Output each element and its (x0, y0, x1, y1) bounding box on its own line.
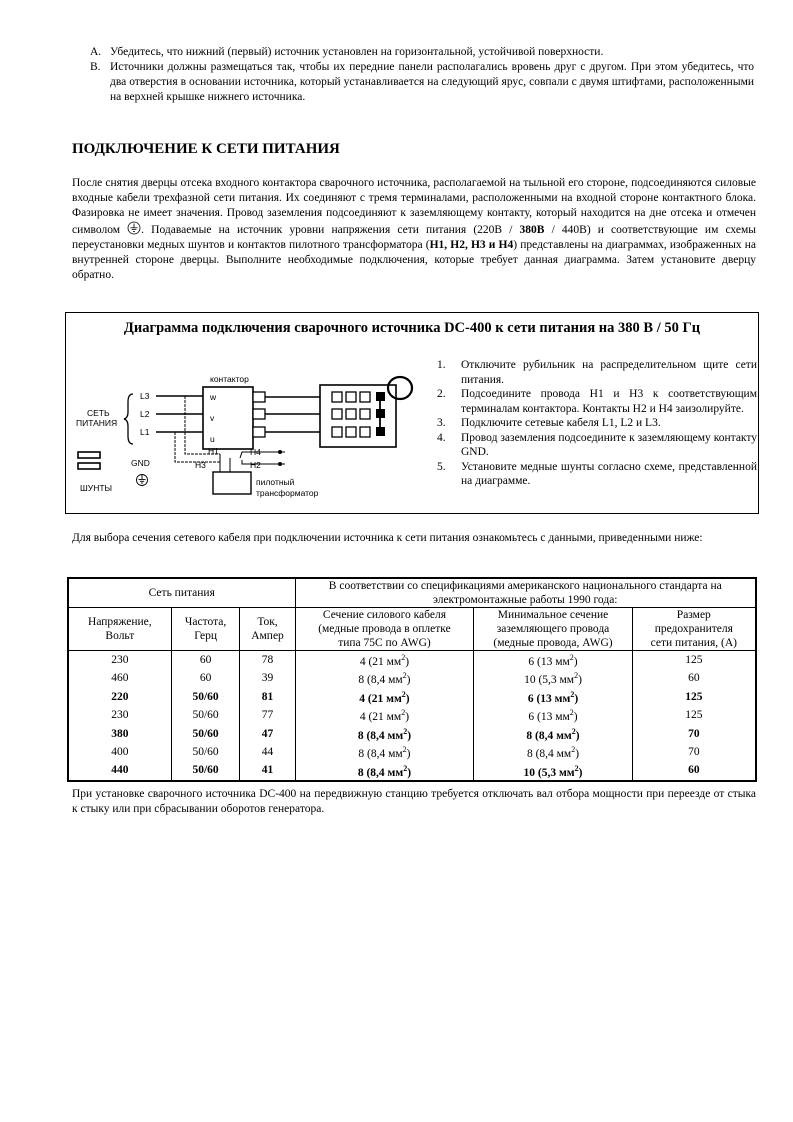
table-group-header: Сеть питания (68, 578, 295, 608)
cell-close: ) (573, 655, 578, 668)
superscript: 2 (401, 653, 406, 662)
power-label: ПИТАНИЯ (76, 418, 118, 428)
l1-label: L1 (140, 427, 150, 437)
cell-close: ) (573, 711, 578, 724)
table-cell: 125 (632, 651, 756, 670)
list-marker: A. (90, 46, 102, 58)
table-cell: 50/60 (171, 706, 240, 724)
cell-close: ) (406, 674, 411, 687)
table-cell: 400 (68, 743, 171, 761)
cell-value: 4 (21 мм (359, 711, 402, 724)
para1-part3: / 440В) и соответствующие им схемы переустановки медных шунтов и контактов пилотного трансформатора ( (72, 224, 756, 251)
h3-label: H3 (195, 460, 206, 470)
list-text: Убедитесь, что нижний (первый) источник установлен на горизонтальной, устойчивой поверхности. (110, 46, 604, 58)
cell-close: ) (406, 747, 411, 760)
table-cell: 50/60 (171, 762, 240, 781)
cell-value: 4 (21 мм (359, 655, 402, 668)
table-cell: 230 (68, 651, 171, 670)
h1-label: H1 (208, 446, 219, 456)
table-row (68, 651, 756, 670)
table-cell: 50/60 (171, 743, 240, 761)
pilot-transformer (213, 472, 251, 494)
ground-symbol-icon (127, 221, 141, 235)
mobile-station-paragraph: При установке сварочного источника DC-400 на передвижную станцию требуется отключать вал отбора мощности при переезде от стыка к стыку или при сбрасывании оборотов генератора. (72, 788, 756, 815)
cell-value: 6 (13 мм (527, 692, 571, 705)
superscript: 2 (403, 726, 408, 736)
table-cell (474, 688, 632, 706)
step-number: 3. (437, 417, 446, 429)
network-brace (124, 394, 133, 444)
table-cell: 41 (240, 762, 295, 781)
column-header-line: Ток, (257, 616, 278, 628)
column-header (68, 608, 171, 651)
column-header-line: Герц (194, 630, 217, 642)
table-cell: 77 (240, 706, 295, 724)
table-cell (295, 669, 474, 687)
step-text: Установите медные шунты согласно схеме, представленной на диаграмме. (461, 460, 757, 487)
step-text: Провод заземления подсоедините к заземляющему контакту GND. (461, 431, 757, 458)
cable-selection-paragraph: Для выбора сечения сетевого кабеля при подключении источника к сети питания ознакомьтесь с данными, приведенными ниже: (72, 532, 703, 544)
connection-paragraph (72, 176, 756, 283)
column-header-line: Минимальное сечение (497, 609, 609, 621)
column-header-line: (медные провода, AWG) (493, 637, 613, 649)
shunts-label: ШУНТЫ (80, 483, 113, 493)
table-cell: 220 (68, 688, 171, 706)
column-header-line: Размер (676, 609, 711, 621)
cell-value: 10 (5,3 мм (523, 766, 575, 779)
table-column-headers (68, 608, 756, 651)
table-cell: 60 (171, 651, 240, 670)
column-header-line: Сечение силового кабеля (322, 609, 446, 621)
cell-close: ) (575, 729, 580, 742)
table-cell (474, 706, 632, 724)
cell-value: 8 (8,4 мм (358, 674, 403, 687)
cell-close: ) (405, 692, 410, 705)
terminal-u-label: u (210, 434, 215, 444)
superscript: 2 (574, 671, 579, 681)
superscript: 2 (402, 671, 407, 681)
table-cell: 81 (240, 688, 295, 706)
cell-value: 8 (8,4 мм (357, 729, 404, 742)
table-row (68, 743, 756, 761)
table-cell: 60 (632, 762, 756, 781)
cell-close: ) (575, 747, 580, 760)
column-header-line: предохранителя (654, 623, 733, 635)
table-cell: 70 (632, 725, 756, 743)
contactor-label: контактор (210, 374, 249, 384)
table-row (68, 762, 756, 781)
column-header (240, 608, 295, 651)
table-row (68, 688, 756, 706)
superscript: 2 (402, 745, 407, 755)
table-cell: 380 (68, 725, 171, 743)
column-header-line: Частота, (184, 616, 227, 628)
cell-value: 8 (8,4 мм (526, 747, 572, 760)
column-header-line: Ампер (251, 630, 284, 642)
column-header-line: заземляющего провода (496, 623, 610, 635)
list-item (90, 45, 754, 60)
table-cell (295, 762, 474, 781)
table-cell: 70 (632, 743, 756, 761)
column-header-line: сети питания, (А) (650, 637, 737, 649)
table-cell: 230 (68, 706, 171, 724)
terminal-w-label: w (210, 392, 217, 402)
l3-label: L3 (140, 391, 150, 401)
table-cell: 39 (240, 669, 295, 687)
table-cell (295, 651, 474, 670)
table-cell (474, 725, 632, 743)
list-marker: B. (90, 61, 101, 73)
para1-part1: После снятия дверцы отсека входного контактора сварочного источника, располагаемой на тыльной его стороне, подсоединяются силовые входные кабели трехфазной сети питания. Их соединяют с тремя терминалами, расположенными на входной стороне контактного блока. Фазировка не имеет значения. Провод заземления подсоединяют к заземляющему контакту, который находится на дне отсека и отмечен символом (72, 177, 756, 236)
para1-part4: ) представлены на диаграммах, изображенных на внутренней стороне дверцы. Выполните необходимые подключения, которые требует данная диаграмма. Затем установите дверцу обратно. (72, 239, 756, 281)
step-item (437, 431, 757, 460)
l2-label: L2 (140, 409, 150, 419)
table-cell (295, 706, 474, 724)
superscript: 2 (570, 689, 575, 699)
contactor-terminal-w (253, 392, 265, 402)
table-cell: 44 (240, 743, 295, 761)
table-cell: 50/60 (171, 725, 240, 743)
diagram-title: Диаграмма подключения сварочного источника DC-400 к сети питания на 380 В / 50 Гц (123, 320, 701, 336)
pilot-label-1: пилотный (256, 477, 295, 487)
wiring-diagram (70, 372, 430, 502)
step-item (437, 460, 757, 489)
table-body (68, 651, 756, 781)
gnd-label: GND (131, 458, 150, 468)
superscript: 2 (403, 763, 408, 773)
section-title: ПОДКЛЮЧЕНИЕ К СЕТИ ПИТАНИЯ (72, 141, 340, 157)
step-item (437, 416, 757, 431)
para1-bold-380: 380В (519, 224, 545, 236)
table-cell (295, 743, 474, 761)
table-cell: 460 (68, 669, 171, 687)
cell-value: 8 (8,4 мм (358, 747, 403, 760)
cell-close: ) (407, 766, 412, 779)
intro-list (90, 45, 754, 105)
column-header-line: Напряжение, (88, 616, 152, 628)
cell-close: ) (578, 766, 583, 779)
step-number: 2. (437, 388, 446, 400)
table-cell (474, 669, 632, 687)
cell-close: ) (574, 692, 579, 705)
column-header (171, 608, 240, 651)
column-header-line: типа 75С по AWG) (338, 637, 431, 649)
shunt-icon (78, 452, 100, 458)
cell-value: 10 (5,3 мм (524, 674, 575, 687)
cell-value: 8 (8,4 мм (526, 729, 572, 742)
superscript: 2 (401, 689, 406, 699)
steps-list (437, 358, 757, 489)
h2-label: H2 (250, 460, 261, 470)
table-cell (474, 762, 632, 781)
step-text: Отключите рубильник на распределительном щите сети питания. (461, 359, 757, 386)
cell-close: ) (407, 729, 412, 742)
column-header-line: Вольт (105, 630, 135, 642)
step-text: Подключите сетевые кабеля L1, L2 и L3. (461, 417, 661, 429)
table-cell: 60 (632, 669, 756, 687)
step-number: 5. (437, 460, 446, 473)
cell-close: ) (405, 711, 410, 724)
column-header (632, 608, 756, 651)
superscript: 2 (571, 726, 576, 736)
cell-value: 6 (13 мм (528, 655, 570, 668)
table-cell (295, 725, 474, 743)
table-cell: 125 (632, 688, 756, 706)
table-cell (474, 743, 632, 761)
step-number: 4. (437, 431, 446, 444)
table-cell: 125 (632, 706, 756, 724)
step-item (437, 387, 757, 416)
shunt-icon (78, 463, 100, 469)
contactor-terminal-u (253, 427, 265, 437)
superscript: 2 (569, 708, 574, 718)
cell-value: 6 (13 мм (528, 711, 570, 724)
list-item (90, 60, 754, 105)
table-cell: 440 (68, 762, 171, 781)
table-group-header: В соответствии со спецификациями американского национального стандарта на электромонтажные работы 1990 года: (295, 578, 756, 608)
cell-close: ) (578, 674, 582, 687)
table-row (68, 669, 756, 687)
table-row (68, 706, 756, 724)
table-cell: 60 (171, 669, 240, 687)
column-header (474, 608, 632, 651)
superscript: 2 (569, 653, 574, 662)
table-cell (295, 688, 474, 706)
table-cell: 78 (240, 651, 295, 670)
step-item (437, 358, 757, 387)
h4-label: H4 (250, 447, 261, 457)
specs-table (67, 577, 757, 782)
cell-close: ) (405, 655, 410, 668)
superscript: 2 (571, 745, 576, 755)
table-cell: 50/60 (171, 688, 240, 706)
table-row (68, 725, 756, 743)
table-cell: 47 (240, 725, 295, 743)
step-number: 1. (437, 359, 446, 371)
table-cell (474, 651, 632, 670)
terminal-v-label: v (210, 413, 215, 423)
superscript: 2 (574, 763, 579, 773)
list-text: Источники должны размещаться так, чтобы их передние панели располагались вровень друг с другом. При этом убедитесь, что два отверстия в основании источника, который устанавливается на следующий ярус, совпали с двумя штифтами, расположенными на верхней крышке нижнего источника. (110, 61, 754, 103)
cell-value: 8 (8,4 мм (357, 766, 404, 779)
network-label: СЕТЬ (87, 408, 110, 418)
superscript: 2 (401, 708, 406, 718)
contactor-terminal-v (253, 409, 265, 419)
para1-bold-contacts: Н1, Н2, Н3 и Н4 (429, 239, 514, 251)
column-header-line: (медные провода в оплетке (318, 623, 451, 635)
column-header (295, 608, 474, 651)
pilot-label-2: трансформатор (256, 488, 319, 498)
para1-part2: . Подаваемые на источник уровни напряжения сети питания (220В / (141, 224, 520, 236)
cell-value: 4 (21 мм (359, 692, 402, 705)
step-text: Подсоедините провода Н1 и Н3 к соответствующим терминалам контактора. Контакты Н2 и Н4 заизолируйте. (461, 388, 757, 415)
